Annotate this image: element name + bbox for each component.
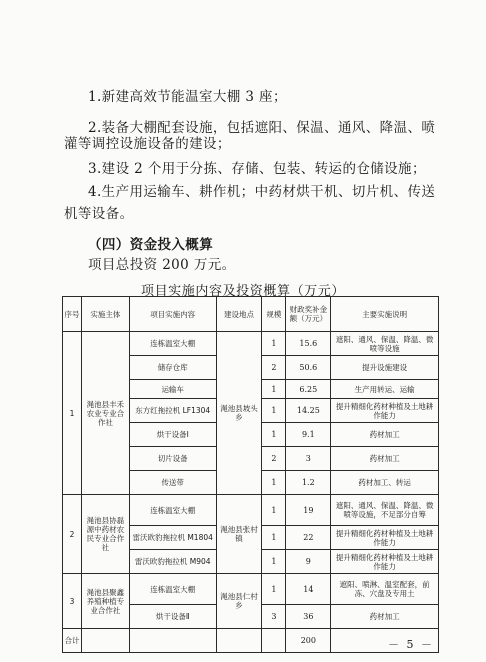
header-content: 项目实施内容 (129, 297, 216, 332)
header-amount: 财政奖补金额（万元） (286, 297, 331, 332)
total-empty-cell (129, 629, 216, 653)
item-content: 运输车 (129, 380, 216, 399)
item-amount: 50.6 (286, 356, 331, 380)
item-desc: 遮阳、通风、保温、降温、微喷等设施，不足部分自筹 (331, 495, 439, 526)
item-content: 东方红拖拉机 LF1304 (129, 399, 216, 423)
group-location: 渑池县坡头乡 (216, 332, 262, 495)
item-content: 烘干设备Ⅱ (129, 605, 216, 629)
item-amount: 1.2 (286, 471, 331, 495)
table-row (63, 332, 439, 356)
item-amount: 6.25 (286, 380, 331, 399)
group-entity: 渑池县协磊源中药材农民专业合作社 (81, 495, 129, 574)
group-location: 渑池县仁村乡 (216, 574, 262, 629)
total-amount: 200 (286, 629, 331, 653)
item-scale: 1 (262, 471, 286, 495)
header-entity: 实施主体 (81, 297, 129, 332)
item-desc: 提升精细化药材种植及土地耕作能力 (331, 550, 439, 574)
total-empty-cell (81, 629, 129, 653)
item-scale: 2 (262, 447, 286, 471)
item-scale: 1 (262, 332, 286, 356)
item-scale: 1 (262, 423, 286, 447)
investment-table (62, 296, 439, 653)
item-content: 连栋温室大棚 (129, 574, 216, 605)
page-number: － 5 － (388, 638, 434, 651)
item-content: 传送带 (129, 471, 216, 495)
item-desc: 提升设施建设 (331, 356, 439, 380)
section-heading: （四）资金投入概算 (88, 237, 214, 253)
item-content: 烘干设备Ⅰ (129, 423, 216, 447)
table-row (63, 574, 439, 605)
paragraph-2a: 2.装备大棚配套设施，包括遮阳、保温、通风、降温、喷 (88, 120, 436, 136)
item-desc: 生产用转运、运输 (331, 380, 439, 399)
item-content: 切片设备 (129, 447, 216, 471)
item-desc: 药材加工 (331, 605, 439, 629)
group-entity: 渑池县聚鑫养殖种植专业合作社 (81, 574, 129, 629)
item-desc: 遮阳、喷淋、温室配套，前冻、穴盘及专用土 (331, 574, 439, 605)
item-amount: 9 (286, 550, 331, 574)
item-amount: 22 (286, 526, 331, 550)
header-desc: 主要实施说明 (331, 297, 439, 332)
group-entity: 渑池县丰禾农业专业合作社 (81, 332, 129, 495)
item-amount: 14 (286, 574, 331, 605)
total-investment-text: 项目总投资 200 万元。 (88, 257, 236, 273)
total-empty-cell (262, 629, 286, 653)
item-desc: 遮阳、通风、保温、降温、微喷等设施 (331, 332, 439, 356)
item-amount: 3 (286, 447, 331, 471)
group-no: 2 (63, 495, 82, 574)
group-no: 1 (63, 332, 82, 495)
table-row (63, 495, 439, 526)
item-scale: 2 (262, 356, 286, 380)
header-location: 建设地点 (216, 297, 262, 332)
item-content: 连栋温室大棚 (129, 332, 216, 356)
header-no: 序号 (63, 297, 82, 332)
item-desc: 药材加工、转运 (331, 471, 439, 495)
paragraph-4b: 机等设备。 (64, 206, 134, 222)
item-amount: 9.1 (286, 423, 331, 447)
table-total-row (63, 629, 439, 653)
paragraph-3: 3.建设 2 个用于分拣、存储、包装、转运的仓储设施； (88, 161, 426, 177)
total-empty-cell (216, 629, 262, 653)
item-content: 储存仓库 (129, 356, 216, 380)
item-scale: 3 (262, 605, 286, 629)
table-header-row (63, 297, 439, 332)
item-scale: 1 (262, 574, 286, 605)
item-desc: 提升精细化药材种植及土地耕作能力 (331, 526, 439, 550)
item-amount: 14.25 (286, 399, 331, 423)
item-amount: 15.6 (286, 332, 331, 356)
item-content: 连栋温室大棚 (129, 495, 216, 526)
paragraph-4a: 4.生产用运输车、耕作机；中药材烘干机、切片机、传送 (88, 184, 436, 200)
header-scale: 规模 (262, 297, 286, 332)
item-scale: 1 (262, 550, 286, 574)
total-label: 合计 (63, 629, 82, 653)
item-desc: 提升精细化药材种植及土地耕作能力 (331, 399, 439, 423)
paragraph-2b: 灌等调控设施设备的建设； (64, 136, 231, 152)
item-scale: 1 (262, 495, 286, 526)
item-scale: 1 (262, 526, 286, 550)
item-amount: 36 (286, 605, 331, 629)
item-desc: 药材加工 (331, 447, 439, 471)
item-scale: 1 (262, 399, 286, 423)
item-amount: 19 (286, 495, 331, 526)
group-location: 渑池县张村镇 (216, 495, 262, 574)
item-content: 雷沃欧豹拖拉机 M904 (129, 550, 216, 574)
table-title: 项目实施内容及投资概算（万元） (140, 284, 345, 299)
paragraph-1: 1.新建高效节能温室大棚 3 座； (88, 89, 287, 105)
item-scale: 1 (262, 380, 286, 399)
item-content: 雷沃欧豹拖拉机 M1804 (129, 526, 216, 550)
group-no: 3 (63, 574, 82, 629)
item-desc: 药材加工 (331, 423, 439, 447)
